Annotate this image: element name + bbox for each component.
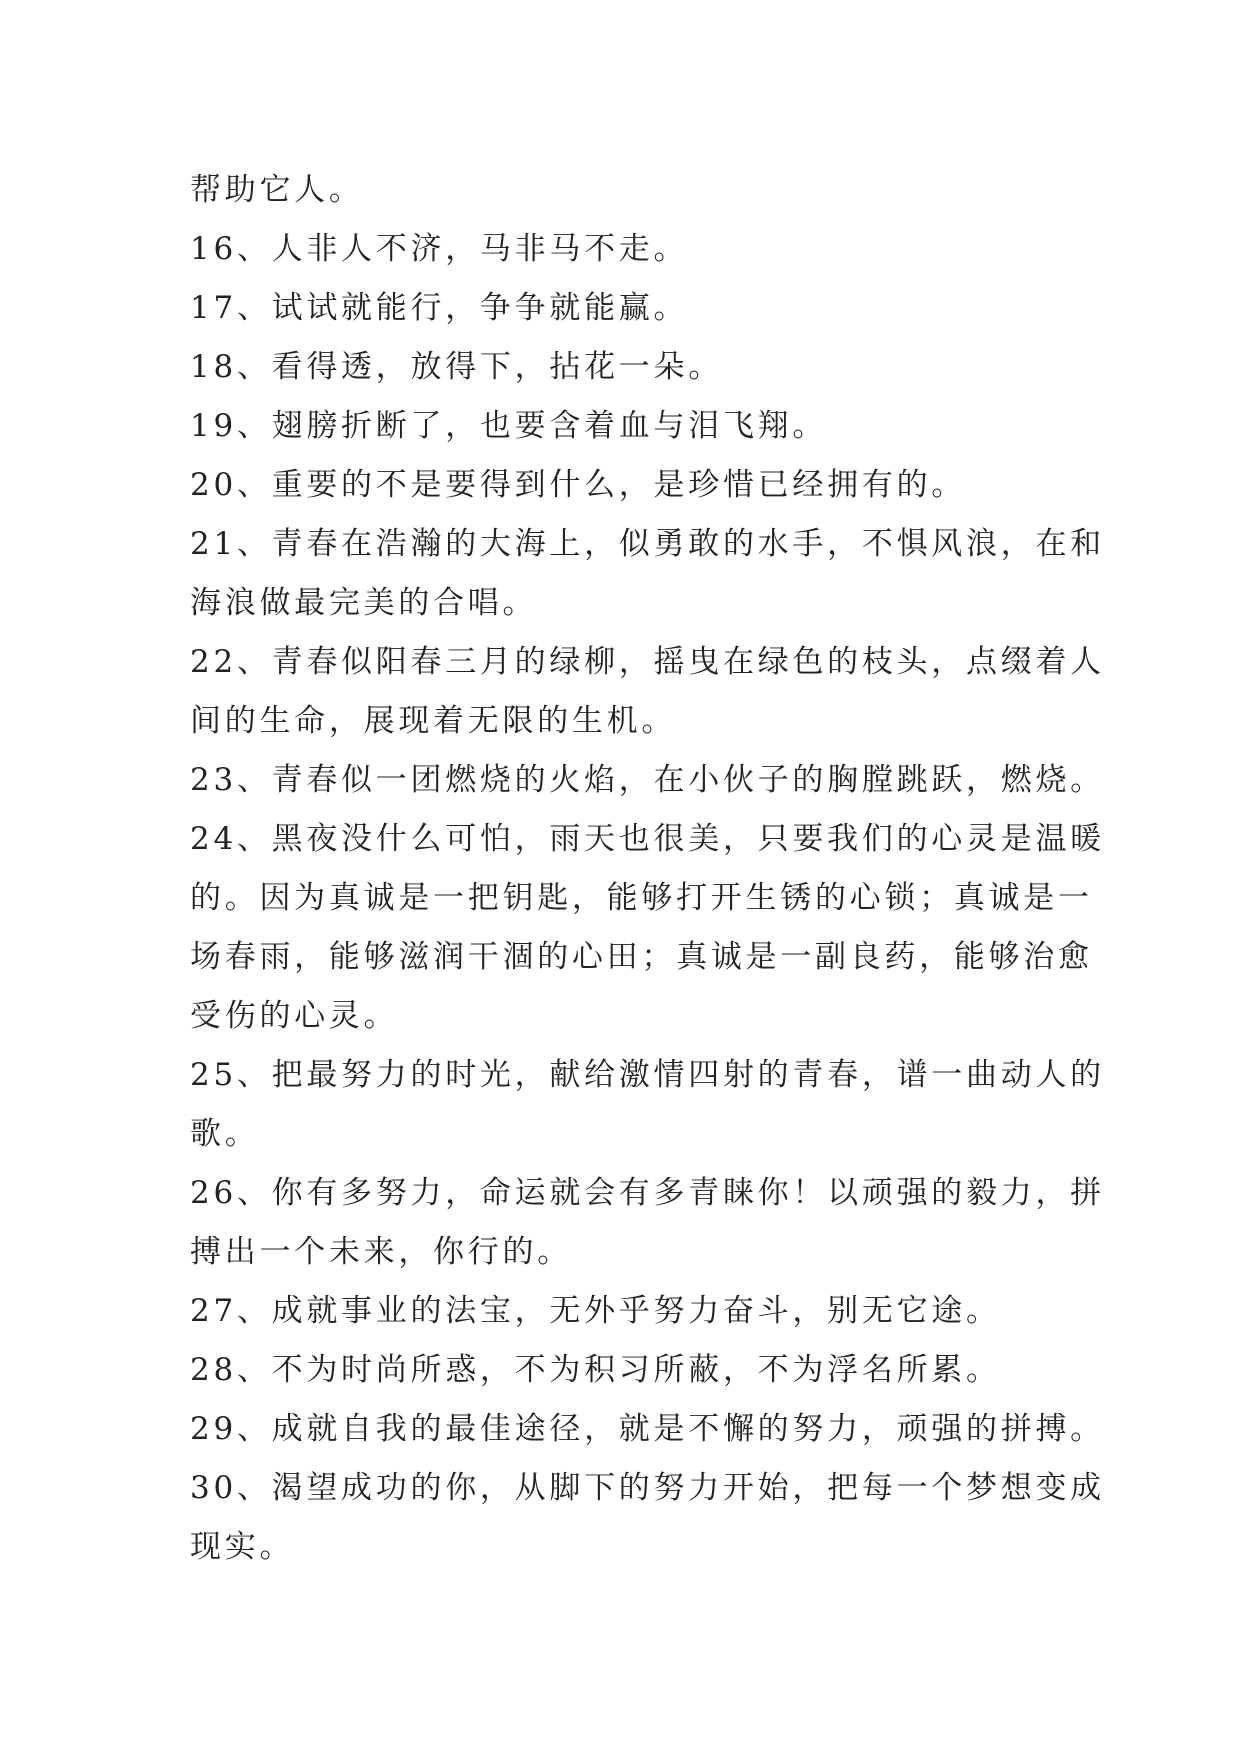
text-line: 帮助它人。 bbox=[190, 172, 364, 208]
text-line: 22、青春似阳春三月的绿柳，摇曳在绿色的枝头，点缀着人 bbox=[190, 644, 1105, 680]
text-line: 24、黑夜没什么可怕，雨天也很美，只要我们的心灵是温暖 bbox=[190, 821, 1105, 857]
text-line: 受伤的心灵。 bbox=[190, 998, 399, 1034]
text-line: 16、人非人不济，马非马不走。 bbox=[190, 231, 689, 267]
text-line: 歌。 bbox=[190, 1116, 260, 1152]
text-line: 21、青春在浩瀚的大海上，似勇敢的水手，不惧风浪，在和 bbox=[190, 526, 1105, 562]
text-line: 间的生命，展现着无限的生机。 bbox=[190, 703, 677, 739]
text-line: 17、试试就能行，争争就能赢。 bbox=[190, 290, 689, 326]
text-line: 场春雨，能够滋润干涸的心田；真诚是一副良药，能够治愈 bbox=[190, 939, 1093, 975]
text-line: 现实。 bbox=[190, 1529, 295, 1565]
text-line: 27、成就事业的法宝，无外乎努力奋斗，别无它途。 bbox=[190, 1293, 1001, 1329]
text-line: 的。因为真诚是一把钥匙，能够打开生锈的心锁；真诚是一 bbox=[190, 880, 1093, 916]
text-line: 25、把最努力的时光，献给激情四射的青春，谱一曲动人的 bbox=[190, 1057, 1105, 1093]
document-body bbox=[190, 161, 1105, 1577]
text-line: 29、成就自我的最佳途径，就是不懈的努力，顽强的拼搏。 bbox=[190, 1411, 1105, 1447]
text-line: 18、看得透，放得下，拈花一朵。 bbox=[190, 349, 723, 385]
text-line: 搏出一个未来，你行的。 bbox=[190, 1234, 572, 1270]
text-line: 23、青春似一团燃烧的火焰，在小伙子的胸膛跳跃，燃烧。 bbox=[190, 762, 1105, 798]
text-line: 26、你有多努力，命运就会有多青睐你！以顽强的毅力，拼 bbox=[190, 1175, 1105, 1211]
text-line: 19、翅膀折断了，也要含着血与泪飞翔。 bbox=[190, 408, 828, 444]
text-line: 20、重要的不是要得到什么，是珍惜已经拥有的。 bbox=[190, 467, 967, 503]
text-line: 28、不为时尚所惑，不为积习所蔽，不为浮名所累。 bbox=[190, 1352, 1001, 1388]
text-line: 海浪做最完美的合唱。 bbox=[190, 585, 538, 621]
text-line: 30、渴望成功的你，从脚下的努力开始，把每一个梦想变成 bbox=[190, 1470, 1105, 1506]
